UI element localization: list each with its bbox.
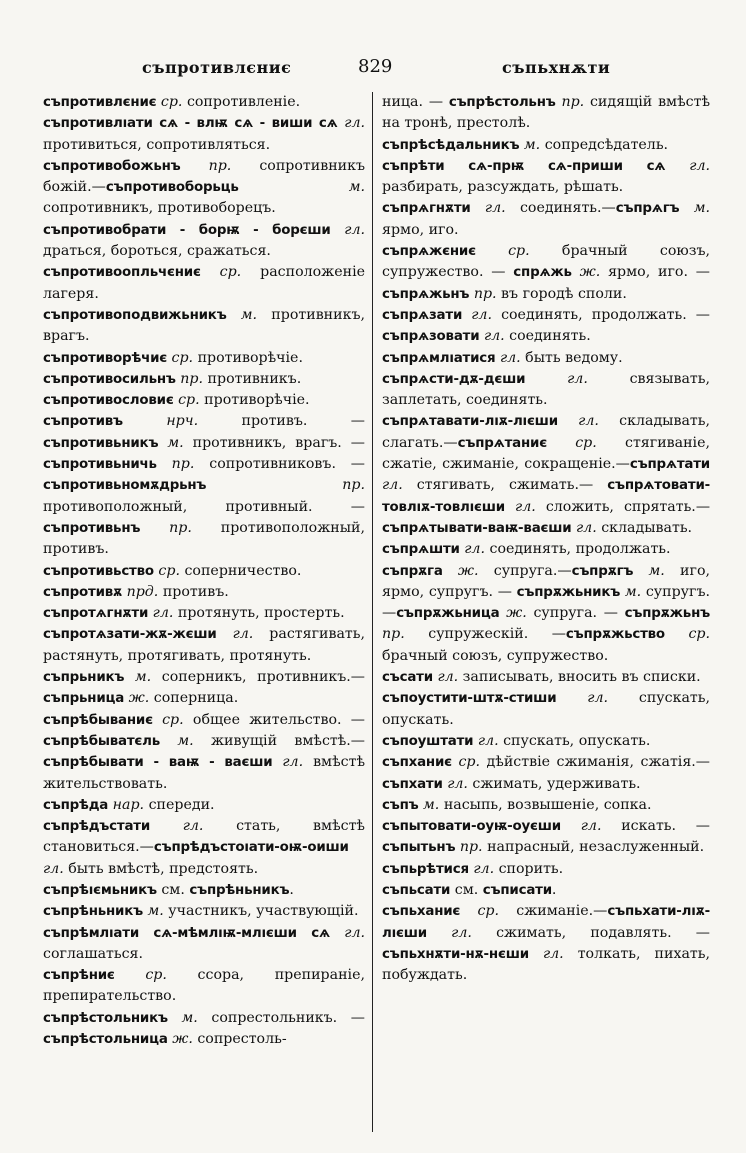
dictionary-entry: съпротивобожьнъ пр. сопротивникъ божій.—съпротивоборьць м. сопротивникъ, противоборецъ. (43, 157, 365, 217)
dictionary-entry: съпротивобрати - борѭ - борєши гл. драться, бороться, сражаться. (43, 221, 366, 260)
dictionary-entry: съпрѣниє ср. ссора, препираніе, препирательство. (43, 967, 365, 1005)
left-column (43, 92, 365, 1050)
dictionary-entry: съпротивословиє ср. противорѣчіе. (43, 392, 310, 409)
dictionary-entry: съпрѣмлıати сѧ-мѣмлıѭ-млıєши сѧ гл. соглашаться. (43, 924, 365, 962)
dictionary-entry: съпрьникъ м. соперникъ, противникъ.—съпрьница ж. соперница. (43, 669, 365, 707)
dictionary-entry: съпротѧзати-жѫ-жєши гл. растягивать, растянуть, протягивать, протянуть. (43, 626, 365, 664)
dictionary-entry: съпротивоопльчєниє ср. расположеніе лагеря. (43, 264, 366, 302)
header-right-word: съпьхнѫти (502, 58, 611, 77)
dictionary-entry: съпрѣти сѧ-прѭ сѧ-приши сѧ гл. разбирать, разсуждать, рѣшать. (382, 157, 710, 196)
dictionary-entry: съпрѣбываниє ср. общее жительство. —съпрѣбыватєль м. живущій вмѣстѣ.—съпрѣбывати - ваѭ - ваєши гл. вмѣстѣ жительствовать. (43, 711, 365, 792)
dictionary-entry: съпротивлєниє ср. сопротивленіе. (43, 94, 301, 110)
dictionary-entry: съсати гл. записывать, вносить въ списки. (382, 669, 701, 686)
dictionary-entry: съпротивьство ср. соперничество. (43, 562, 302, 579)
dictionary-entry: съпханиє ср. дѣйствіе сжиманія, сжатія.—съпхати гл. сжимать, удерживать. (382, 754, 710, 792)
dictionary-entry: съпротивлıати сѧ - влѭ сѧ - виши сѧ гл. противиться, сопротивляться. (43, 115, 366, 153)
dictionary-entry: съпоуштати гл. спускать, опускать. (382, 732, 651, 749)
dictionary-entry: съпьханиє ср. сжиманіе.—съпьхати-лıѫ-лıєши гл. сжимать, подавлять. — съпьхнѫти-нѫ-нєши гл. толкать, пихать, побуждать. (382, 903, 710, 984)
dictionary-entry: съпоустити-штѫ-стиши гл. спускать, опускать. (382, 690, 710, 728)
page-number: 829 (358, 56, 393, 77)
dictionary-entry: съпротиворѣчиє ср. противорѣчіе. (43, 349, 303, 366)
dictionary-entry: съпрѣда нар. спереди. (43, 796, 215, 813)
dictionary-entry: съпрѣстольникъ м. сопрестольникъ. —съпрѣстольница ж. сопрестоль- (43, 1009, 365, 1048)
dictionary-entry: съпрѣсѣдальникъ м. сопредсѣдатель. (382, 136, 669, 153)
dictionary-entry: съпрѧмлıатися гл. быть ведому. (382, 349, 623, 366)
dictionary-entry: съпрѧшти гл. соединять, продолжать. (382, 541, 671, 558)
dictionary-entry: съпрѧзати гл. соединять, продолжать. —съпрѧзовати гл. соединять. (382, 306, 710, 345)
running-header (0, 58, 746, 82)
dictionary-entry: съпрѧтавати-лıѫ-лıєши гл. складывать, слагать.—съпрѧтаниє ср. стягиваніе, сжатіе, сжиманіе, сокращеніе.—съпрѧтати гл. стягивать, сжимать.— съпрѧтовати-товлıѫ-товлıєши гл. сложить, спрятать.—съпрѧтывати-ваѭ-ваєши гл. складывать. (382, 413, 711, 536)
dictionary-entry: съпрѫга ж. супруга.—съпрѫгъ м. иго, ярмо, супругъ. — съпрѫжьникъ м. супругъ.—съпрѫжьница ж. супруга. — съпрѫжьнъ пр. супружескій. —съпрѫжьство ср. брачный союзъ, супружество. (382, 562, 710, 664)
dictionary-entry: съпьсати см. съписати. (382, 881, 557, 898)
dictionary-entry: съпрѧжєниє ср. брачный союзъ, супружество. — спрѧжь ж. ярмо, иго. — съпрѧжьнъ пр. въ городѣ споли. (382, 243, 710, 302)
dictionary-entry: съпротивосильнъ пр. противникъ. (43, 370, 302, 387)
dictionary-entry: съпротивоподвижьникъ м. противникъ, врагъ. (43, 306, 365, 345)
dictionary-entry: ница. — съпрѣстольнъ пр. сидящій вмѣстѣ на тронѣ, престолѣ. (382, 94, 710, 132)
dictionary-entry: съпрѧгнѫти гл. соединять.—съпрѧгъ м. ярмо, иго. (382, 200, 710, 238)
dictionary-entry: съпрѣıємьникъ см. съпрѣньникъ. (43, 881, 294, 898)
dictionary-entry: съпротивѫ прд. противъ. (43, 583, 229, 600)
right-column (382, 92, 710, 986)
dictionary-entry: съпрѧсти-дѫ-дєши гл. связывать, заплетать, соединять. (382, 370, 711, 409)
dictionary-entry: съпытовати-оуѭ-оуєши гл. искать. — съпытьнъ пр. напрасный, незаслуженный. (382, 818, 710, 856)
dictionary-entry: съпъ м. насыпь, возвышеніе, сопка. (382, 796, 652, 813)
dictionary-entry: съпротивъ нрч. противъ. — съпротивьникъ м. противникъ, врагъ. — съпротивьничь пр. сопротивниковъ. — съпротивьномѫдрьнъ пр. противоположный, противный. — съпротивьнъ пр. противоположный, противъ. (43, 413, 365, 558)
column-divider (372, 92, 373, 1132)
dictionary-entry: съпрѣньникъ м. участникъ, участвующій. (43, 903, 359, 920)
dictionary-entry: съпьрѣтися гл. спорить. (382, 860, 564, 877)
dictionary-entry: съпротѧгнѫти гл. протянуть, простерть. (43, 605, 345, 622)
dictionary-entry: съпрѣдъстати гл. стать, вмѣстѣ становиться.—съпрѣдъстоıати-оѭ-оиши гл. быть вмѣстѣ, предстоять. (43, 818, 365, 877)
header-left-word: съпротивлєниє (142, 58, 292, 77)
